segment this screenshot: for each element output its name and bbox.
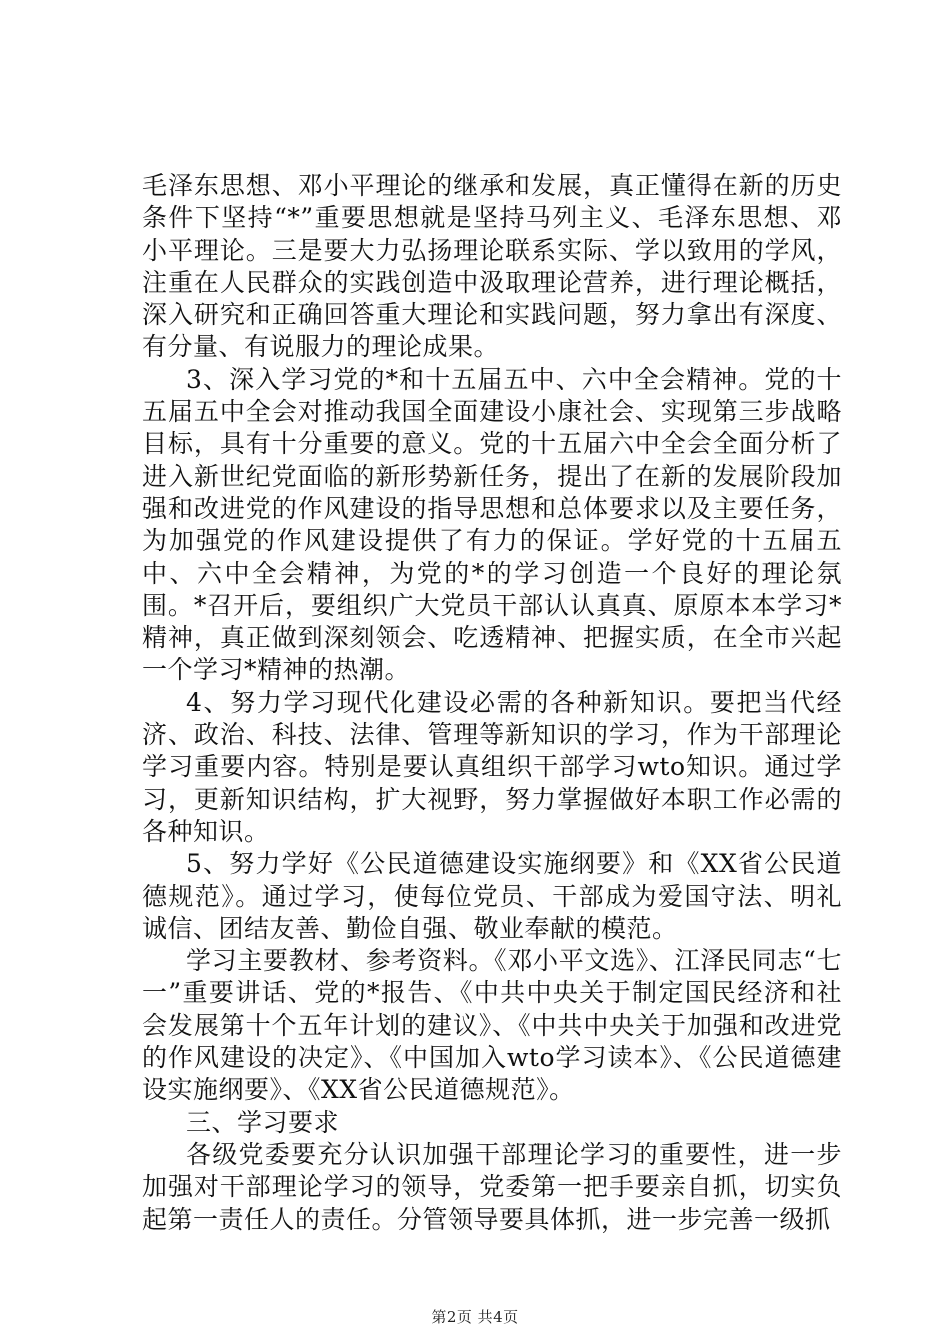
paragraph-3: 4、努力学习现代化建设必需的各种新知识。要把当代经济、政治、科技、法律、管理等新知识的学习，作为干部理论学习重要内容。特别是要认真组织干部学习wto知识。通过学习，更新知识结构，扩大视野，努力掌握做好本职工作必需的各种知识。 (142, 687, 842, 846)
paragraph-5: 学习主要教材、参考资料。《邓小平文选》、江泽民同志“七一”重要讲话、党的*报告、《中共中央关于制定国民经济和社会发展第十个五年计划的建议》、《中共中央关于加强和改进党的作风建设的决定》、《中国加入wto学习读本》、《公民道德建设实施纲要》、《XX省公民道德规范》。 (142, 946, 842, 1105)
paragraph-4: 5、努力学好《公民道德建设实施纲要》和《XX省公民道德规范》。通过学习，使每位党员、干部成为爱国守法、明礼诚信、团结友善、勤俭自强、敬业奉献的模范。 (142, 849, 842, 943)
section-heading: 三、学习要求 (186, 1107, 340, 1137)
paragraph-1: 毛泽东思想、邓小平理论的继承和发展，真正懂得在新的历史条件下坚持“*”重要思想就是坚持马列主义、毛泽东思想、邓小平理论。三是要大力弘扬理论联系实际、学以致用的学风，注重在人民群众的实践创造中汲取理论营养，进行理论概括，深入研究和正确回答重大理论和实践问题，努力拿出有深度、有分量、有说服力的理论成果。 (142, 171, 842, 362)
paragraph-2: 3、深入学习党的*和十五届五中、六中全会精神。党的十五届五中全会对推动我国全面建设小康社会、实现第三步战略目标，具有十分重要的意义。党的十五届六中全会全面分析了进入新世纪党面临的新形势新任务，提出了在新的发展阶段加强和改进党的作风建设的指导思想和总体要求以及主要任务，为加强党的作风建设提供了有力的保证。学好党的十五届五中、六中全会精神，为党的*的学习创造一个良好的理论氛围。*召开后，要组织广大党员干部认认真真、原原本本学习*精神，真正做到深刻领会、吃透精神、把握实质，在全市兴起一个学习*精神的热潮。 (142, 364, 842, 685)
page-number-footer: 第2页 共4页 (431, 1308, 519, 1326)
document-body (142, 170, 842, 1236)
paragraph-7: 各级党委要充分认识加强干部理论学习的重要性，进一步加强对干部理论学习的领导，党委第一把手要亲自抓，切实负起第一责任人的责任。分管领导要具体抓，进一步完善一级抓 (142, 1139, 842, 1234)
